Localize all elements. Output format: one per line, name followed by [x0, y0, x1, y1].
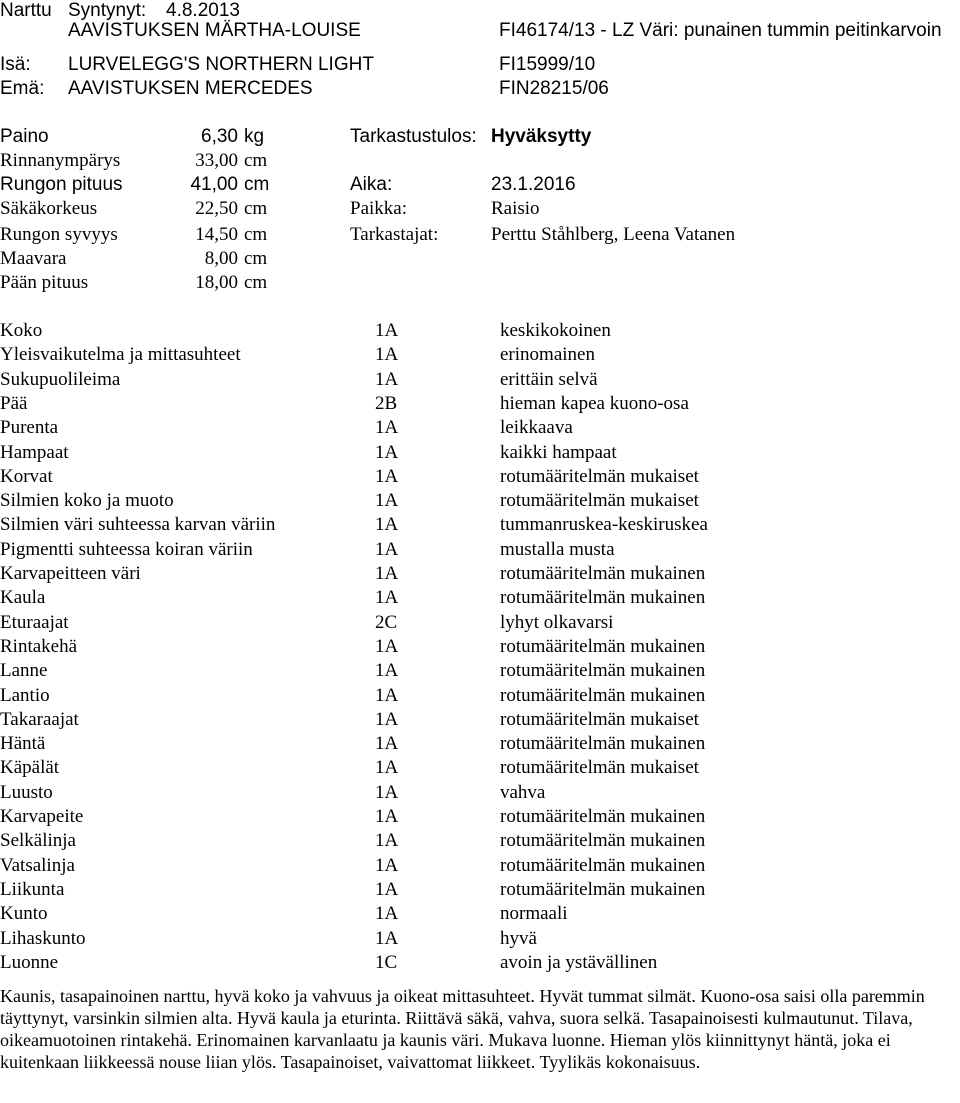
sire-label: Isä:	[0, 54, 31, 75]
measurement-label: Rungon syvyys	[0, 224, 118, 245]
evaluation-trait: Liikunta	[0, 879, 65, 900]
evaluation-grade: 1A	[375, 903, 399, 924]
measurement-unit: cm	[244, 272, 268, 293]
evaluation-grade: 1A	[375, 636, 399, 657]
evaluation-trait: Rintakehä	[0, 636, 78, 657]
evaluation-comment: vahva	[500, 782, 546, 803]
evaluation-comment: tummanruskea-keskiruskea	[500, 514, 708, 535]
evaluation-grade: 1A	[375, 466, 399, 487]
evaluation-comment: hyvä	[500, 928, 537, 949]
measurement-unit: cm	[244, 248, 268, 269]
evaluation-comment: erinomainen	[500, 344, 595, 365]
evaluation-comment: rotumääritelmän mukainen	[500, 660, 706, 681]
evaluation-trait: Takaraajat	[0, 709, 79, 730]
born-date: 4.8.2013	[166, 0, 240, 21]
inspectors-value: Perttu Ståhlberg, Leena Vatanen	[491, 224, 736, 245]
evaluation-comment: normaali	[500, 903, 568, 924]
evaluation-comment: rotumääritelmän mukainen	[500, 879, 706, 900]
evaluation-trait: Purenta	[0, 417, 59, 438]
measurement-label: Rinnanympärys	[0, 150, 121, 171]
evaluation-comment: rotumääritelmän mukainen	[500, 733, 706, 754]
evaluation-trait: Käpälät	[0, 757, 60, 778]
evaluation-comment: avoin ja ystävällinen	[500, 952, 658, 973]
evaluation-trait: Silmien väri suhteessa karvan väriin	[0, 514, 276, 535]
sire-registration: FI15999/10	[499, 54, 596, 75]
evaluation-trait: Koko	[0, 320, 43, 341]
evaluation-grade: 1A	[375, 928, 399, 949]
dam-label: Emä:	[0, 78, 45, 99]
evaluation-grade: 1A	[375, 514, 399, 535]
evaluation-comment: rotumääritelmän mukaiset	[500, 757, 699, 778]
measurement-unit: cm	[244, 224, 268, 245]
evaluation-grade: 1C	[375, 952, 398, 973]
born-label: Syntynyt:	[68, 0, 147, 21]
evaluation-comment: leikkaava	[500, 417, 573, 438]
time-label: Aika:	[350, 174, 393, 195]
evaluation-grade: 2C	[375, 612, 398, 633]
evaluation-comment: mustalla musta	[500, 539, 615, 560]
measurement-value: 14,50	[195, 224, 238, 245]
evaluation-grade: 1A	[375, 709, 399, 730]
dam-name: AAVISTUKSEN MERCEDES	[68, 78, 313, 99]
evaluation-trait: Silmien koko ja muoto	[0, 490, 174, 511]
evaluation-trait: Vatsalinja	[0, 855, 75, 876]
place-value: Raisio	[491, 198, 540, 219]
evaluation-trait: Karvapeite	[0, 806, 84, 827]
evaluation-trait: Häntä	[0, 733, 46, 754]
evaluation-trait: Luusto	[0, 782, 53, 803]
dam-registration: FIN28215/06	[499, 78, 609, 99]
evaluation-comment: hieman kapea kuono-osa	[500, 393, 689, 414]
inspectors-label: Tarkastajat:	[350, 224, 439, 245]
result-value: Hyväksytty	[491, 126, 592, 147]
evaluation-comment: rotumääritelmän mukainen	[500, 806, 706, 827]
evaluation-comment: rotumääritelmän mukaiset	[500, 490, 699, 511]
evaluation-comment: rotumääritelmän mukaiset	[500, 709, 699, 730]
measurement-label: Säkäkorkeus	[0, 198, 98, 219]
evaluation-grade: 1A	[375, 879, 399, 900]
evaluation-comment: rotumääritelmän mukainen	[500, 685, 706, 706]
dog-name: AAVISTUKSEN MÄRTHA-LOUISE	[68, 20, 361, 41]
evaluation-trait: Kunto	[0, 903, 48, 924]
evaluation-grade: 1A	[375, 563, 399, 584]
evaluation-grade: 1A	[375, 830, 399, 851]
measurement-value: 6,30	[201, 126, 238, 147]
measurement-unit: kg	[244, 126, 265, 147]
evaluation-grade: 1A	[375, 806, 399, 827]
evaluation-trait: Sukupuolileima	[0, 369, 121, 390]
evaluation-grade: 1A	[375, 733, 399, 754]
sex-label: Narttu	[0, 0, 52, 21]
measurement-label: Rungon pituus	[0, 174, 123, 195]
evaluation-grade: 1A	[375, 660, 399, 681]
evaluation-comment: erittäin selvä	[500, 369, 598, 390]
evaluation-trait: Lantio	[0, 685, 50, 706]
measurement-value: 41,00	[190, 174, 238, 195]
measurement-unit: cm	[244, 174, 270, 195]
evaluation-trait: Lanne	[0, 660, 48, 681]
evaluation-trait: Selkälinja	[0, 830, 76, 851]
evaluation-grade: 1A	[375, 855, 399, 876]
evaluation-trait: Eturaajat	[0, 612, 69, 633]
dog-registration: FI46174/13 - LZ Väri: punainen tummin peitinkarvoin	[499, 20, 942, 41]
evaluation-comment: rotumääritelmän mukaiset	[500, 466, 699, 487]
evaluation-trait: Korvat	[0, 466, 53, 487]
evaluation-comment: rotumääritelmän mukainen	[500, 855, 706, 876]
evaluation-grade: 1A	[375, 782, 399, 803]
evaluation-trait: Luonne	[0, 952, 59, 973]
place-label: Paikka:	[350, 198, 407, 219]
evaluation-grade: 1A	[375, 539, 399, 560]
measurement-value: 18,00	[195, 272, 238, 293]
evaluation-trait: Karvapeitteen väri	[0, 563, 141, 584]
measurement-label: Paino	[0, 126, 49, 147]
evaluation-grade: 1A	[375, 442, 399, 463]
evaluation-trait: Yleisvaikutelma ja mittasuhteet	[0, 344, 241, 365]
evaluation-grade: 1A	[375, 344, 399, 365]
time-value: 23.1.2016	[491, 174, 576, 195]
evaluation-trait: Pigmentti suhteessa koiran väriin	[0, 539, 253, 560]
evaluation-grade: 1A	[375, 320, 399, 341]
evaluation-comment: rotumääritelmän mukainen	[500, 563, 706, 584]
evaluation-trait: Hampaat	[0, 442, 69, 463]
measurement-value: 22,50	[195, 198, 238, 219]
evaluation-grade: 1A	[375, 417, 399, 438]
measurement-value: 33,00	[195, 150, 238, 171]
sire-name: LURVELEGG'S NORTHERN LIGHT	[68, 54, 374, 75]
evaluation-comment: rotumääritelmän mukainen	[500, 587, 706, 608]
result-label: Tarkastustulos:	[350, 126, 477, 147]
evaluation-grade: 2B	[375, 393, 398, 414]
evaluation-trait: Lihaskunto	[0, 928, 86, 949]
measurement-label: Maavara	[0, 248, 67, 269]
evaluation-grade: 1A	[375, 587, 399, 608]
evaluation-grade: 1A	[375, 757, 399, 778]
evaluation-comment: rotumääritelmän mukainen	[500, 636, 706, 657]
evaluation-trait: Kaula	[0, 587, 46, 608]
measurement-unit: cm	[244, 198, 268, 219]
measurement-unit: cm	[244, 150, 268, 171]
evaluation-grade: 1A	[375, 490, 399, 511]
evaluation-comment: kaikki hampaat	[500, 442, 617, 463]
evaluation-comment: rotumääritelmän mukainen	[500, 830, 706, 851]
evaluation-comment: keskikokoinen	[500, 320, 611, 341]
evaluation-trait: Pää	[0, 393, 28, 414]
summary-paragraph: Kaunis, tasapainoinen narttu, hyvä koko ja vahvuus ja oikeat mittasuhteet. Hyvät tummat silmät. Kuono-osa saisi olla paremmin täyttynyt, varsinkin silmien alta. Hyvä kaula ja eturinta. Riittävä säkä, vahva, suora selkä. Tasapainoisesti kulmautunut. Tilava, oikeamuotoinen rintakehä. Erinomainen karvanlaatu ja kaunis väri. Mukava luonne. Hieman ylös kiinnittynyt häntä, joka ei kuitenkaan liikkeessä nouse liian ylös. Tasapainoiset, vaivattomat liikkeet. Tyylikäs kokonaisuus.	[0, 986, 925, 1072]
evaluation-comment: lyhyt olkavarsi	[500, 612, 614, 633]
evaluation-grade: 1A	[375, 369, 399, 390]
measurement-label: Pään pituus	[0, 272, 89, 293]
evaluation-grade: 1A	[375, 685, 399, 706]
measurement-value: 8,00	[204, 248, 238, 269]
